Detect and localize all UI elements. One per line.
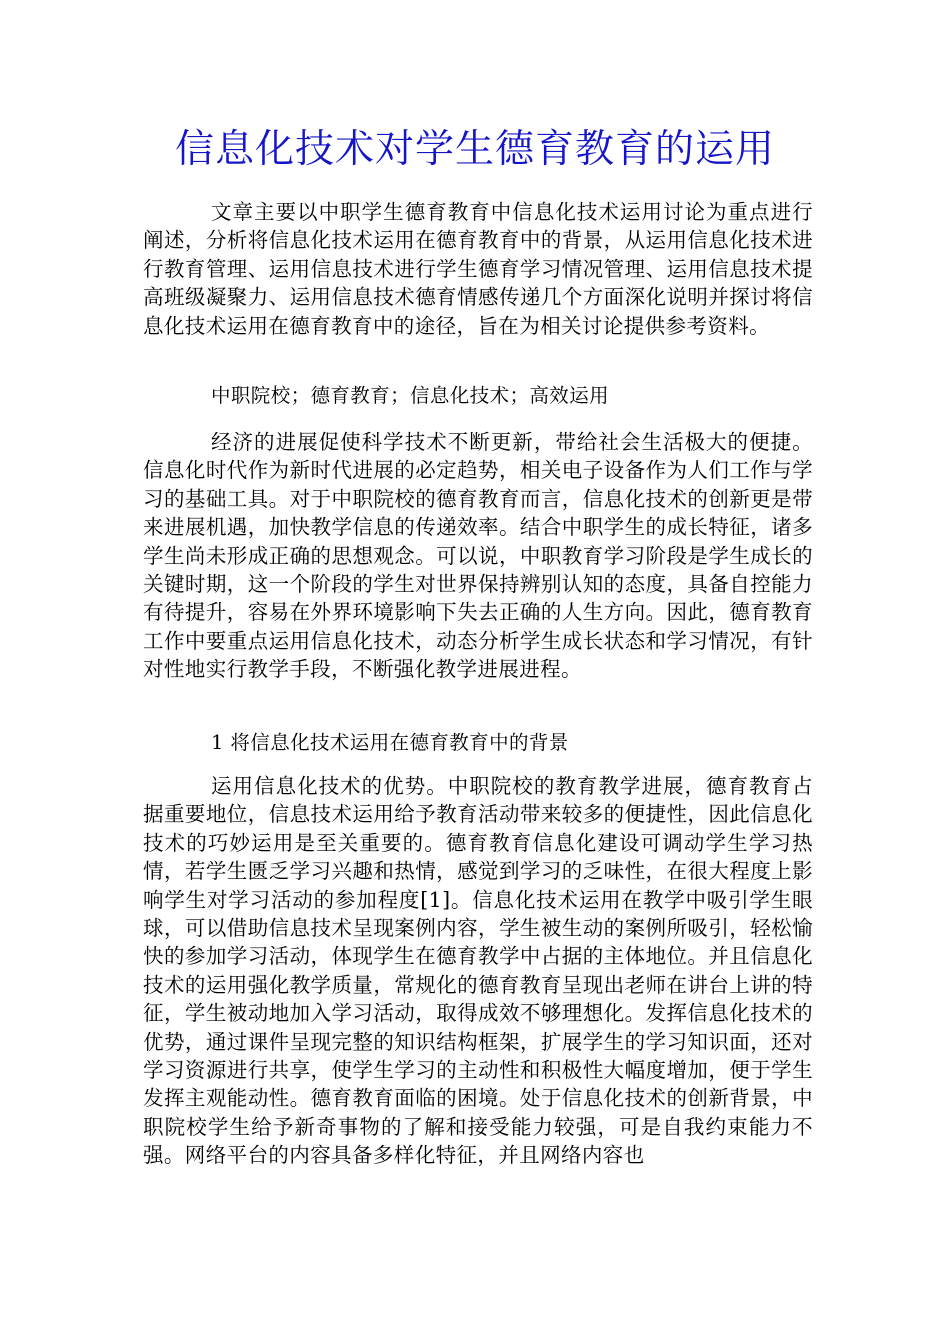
keywords-line: 中职院校；德育教育；信息化技术；高效运用 bbox=[211, 384, 610, 407]
intro-paragraph: 经济的进展促使科学技术不断更新，带给社会生活极大的便捷。信息化时代作为新时代进展的必定趋势，相关电子设备作为人们工作与学习的基础工具。对于中职院校的德育教育而言，信息化技术的创新更是带来进展机遇，加快教学信息的传递效率。结合中职学生的成长特征，诸多学生尚未形成正确的思想观念。可以说，中职教育学习阶段是学生成长的关键时期，这一个阶段的学生对世界保持辨别认知的态度，具备自控能力有待提升，容易在外界环境影响下失去正确的人生方向。因此，德育教育工作中要重点运用信息化技术，动态分析学生成长状态和学习情况，有针对性地实行教学手段，不断强化教学进展进程。 bbox=[143, 430, 813, 682]
section-body-paragraph: 运用信息化技术的优势。中职院校的教育教学进展，德育教育占据重要地位，信息技术运用给予教育活动带来较多的便捷性，因此信息化技术的巧妙运用是至关重要的。德育教育信息化建设可调动学生学习热情，若学生匮乏学习兴趣和热情，感觉到学习的乏味性，在很大程度上影响学生对学习活动的参加程度[1]。信息化技术运用在教学中吸引学生眼球，可以借助信息技术呈现案例内容，学生被生动的案例所吸引，轻松愉快的参加学习活动，体现学生在德育教学中占据的主体地位。并且信息化技术的运用强化教学质量，常规化的德育教育呈现出老师在讲台上讲的特征，学生被动地加入学习活动，取得成效不够理想化。发挥信息化技术的优势，通过课件呈现完整的知识结构框架，扩展学生的学习知识面，还对学习资源进行共享，使学生学习的主动性和积极性大幅度增加，便于学生发挥主观能动性。德育教育面临的困境。处于信息化技术的创新背景，中职院校学生给予新奇事物的了解和接受能力较强，可是自我约束能力不强。网络平台的内容具备多样化特征，并且网络内容也 bbox=[143, 774, 813, 1168]
abstract-paragraph: 文章主要以中职学生德育教育中信息化技术运用讨论为重点进行阐述，分析将信息化技术运用在德育教育中的背景，从运用信息化技术进行教育管理、运用信息技术进行学生德育学习情况管理、运用信息技术提高班级凝聚力、运用信息技术德育情感传递几个方面深化说明并探讨将信息化技术运用在德育教育中的途径，旨在为相关讨论提供参考资料。 bbox=[143, 200, 813, 338]
section-heading: 1 将信息化技术运用在德育教育中的背景 bbox=[211, 731, 569, 754]
document-title: 信息化技术对学生德育教育的运用 bbox=[174, 127, 775, 172]
